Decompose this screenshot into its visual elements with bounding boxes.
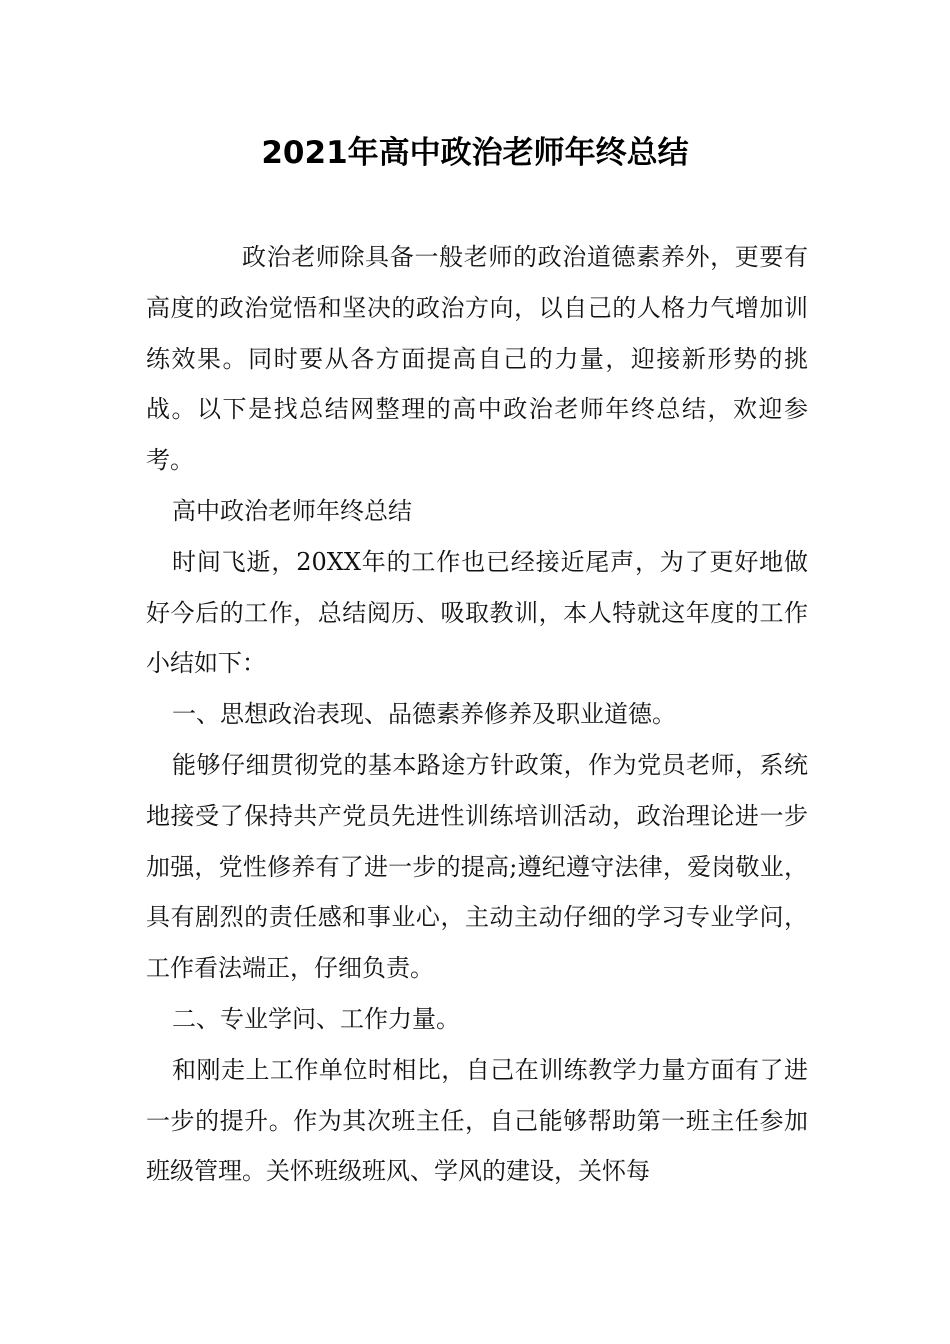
document-title: 2021年高中政治老师年终总结 [261, 135, 689, 171]
body-paragraph: 时间飞逝，20XX年的工作也已经接近尾声，为了更好地做好今后的工作，总结阅历、吸取教训，本人特就这年度的工作小结如下： [146, 547, 808, 678]
document-body [146, 232, 808, 1197]
intro-paragraph: 政治老师除具备一般老师的政治道德素养外，更要有高度的政治觉悟和坚决的政治方向，以自己的人格力气增加训练效果。同时要从各方面提高自己的力量，迎接新形势的挑战。以下是找总结网整理的高中政治老师年终总结，欢迎参考。 [146, 243, 808, 475]
subsection-heading: 一、思想政治表现、品德素养修养及职业道德。 [172, 700, 676, 729]
subsection-heading: 二、专业学问、工作力量。 [172, 1004, 460, 1033]
body-paragraph: 能够仔细贯彻党的基本路途方针政策，作为党员老师，系统地接受了保持共产党员先进性训练培训活动，政治理论进一步加强，党性修养有了进一步的提高;遵纪遵守法律，爱岗敬业，具有剧烈的责任感和事业心，主动主动仔细的学习专业学问，工作看法端正，仔细负责。 [146, 750, 808, 983]
section-heading: 高中政治老师年终总结 [172, 496, 412, 525]
body-paragraph: 和刚走上工作单位时相比，自己在训练教学力量方面有了进一步的提升。作为其次班主任，自己能够帮助第一班主任参加班级管理。关怀班级班风、学风的建设，关怀每 [146, 1055, 808, 1186]
